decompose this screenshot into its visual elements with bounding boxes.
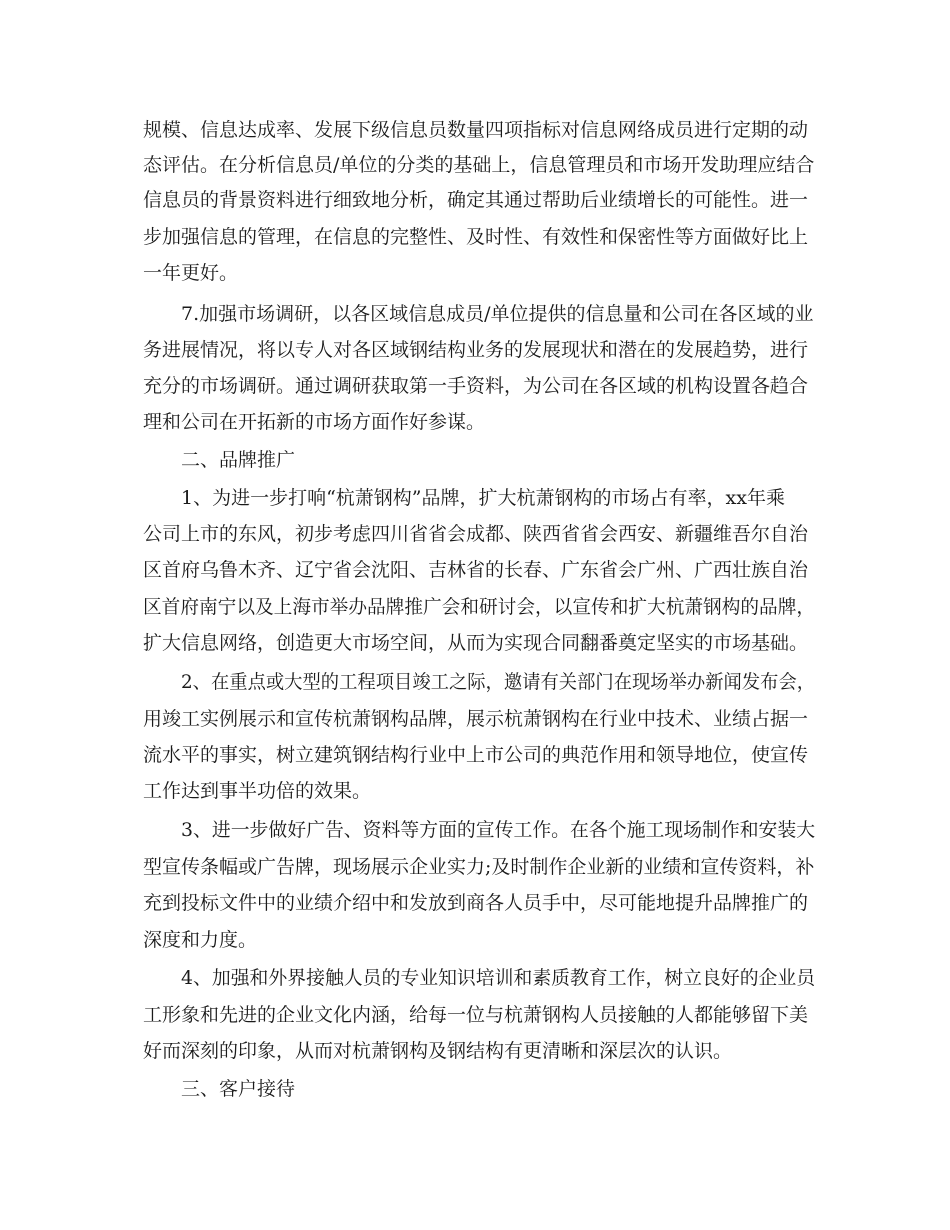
section-heading: 二、品牌推广 — [181, 449, 296, 471]
text-line: 工作达到事半功倍的效果。 — [143, 780, 372, 802]
text-line: 区首府乌鲁木齐、辽宁省会沈阳、吉林省的长春、广东省会广州、广西壮族自治 — [143, 559, 809, 581]
text-line: 理和公司在开拓新的市场方面作好参谋。 — [143, 411, 486, 433]
text-line: 信息员的背景资料进行细致地分析，确定其通过帮助后业绩增长的可能性。进一 — [143, 189, 809, 211]
text-line: 用竣工实例展示和宣传杭萧钢构品牌，展示杭萧钢构在行业中技术、业绩占据一 — [143, 708, 809, 730]
text-line: 充分的市场调研。通过调研获取第一手资料，为公司在各区域的机构设置各趋合 — [143, 375, 809, 397]
text-line: 1、为进一步打响“杭萧钢构”品牌，扩大杭萧钢构的市场占有率，xx年乘 — [181, 487, 785, 509]
text-line: 一年更好。 — [143, 262, 239, 284]
text-line: 务进展情况，将以专人对各区域钢结构业务的发展现状和潜在的发展趋势，进行 — [143, 339, 809, 361]
section-heading: 三、客户接待 — [181, 1078, 296, 1100]
text-line: 7.加强市场调研，以各区域信息成员/单位提供的信息量和公司在各区域的业 — [181, 303, 814, 325]
text-line: 工形象和先进的企业文化内涵，给每一位与杭萧钢构人员接触的人都能够留下美 — [143, 1004, 809, 1026]
text-line: 规模、信息达成率、发展下级信息员数量四项指标对信息网络成员进行定期的动 — [143, 119, 809, 141]
text-line: 扩大信息网络，创造更大市场空间，从而为实现合同翻番奠定坚实的市场基础。 — [143, 632, 809, 654]
text-line: 好而深刻的印象，从而对杭萧钢构及钢结构有更清晰和深层次的认识。 — [143, 1040, 733, 1062]
text-line: 区首府南宁以及上海市举办品牌推广会和研讨会，以宣传和扩大杭萧钢构的品牌， — [143, 596, 816, 618]
text-line: 型宣传条幅或广告牌，现场展示企业实力;及时制作企业新的业绩和宣传资料，补 — [143, 856, 815, 878]
text-line: 公司上市的东风，初步考虑四川省省会成都、陕西省省会西安、新疆维吾尔自治 — [143, 523, 809, 545]
text-line: 2、在重点或大型的工程项目竣工之际，邀请有关部门在现场举办新闻发布会， — [181, 671, 816, 693]
text-line: 步加强信息的管理，在信息的完整性、及时性、有效性和保密性等方面做好比上 — [143, 226, 809, 248]
text-line: 4、加强和外界接触人员的专业知识培训和素质教育工作，树立良好的企业员 — [181, 967, 816, 989]
text-line: 态评估。在分析信息员/单位的分类的基础上，信息管理员和市场开发助理应结合 — [143, 154, 815, 176]
text-line: 流水平的事实，树立建筑钢结构行业中上市公司的典范作用和领导地位，使宣传 — [143, 744, 809, 766]
text-line: 充到投标文件中的业绩介绍中和发放到商各人员手中，尽可能地提升品牌推广的 — [143, 892, 809, 914]
text-line: 深度和力度。 — [143, 929, 258, 951]
text-line: 3、进一步做好广告、资料等方面的宣传工作。在各个施工现场制作和安装大 — [181, 819, 816, 841]
